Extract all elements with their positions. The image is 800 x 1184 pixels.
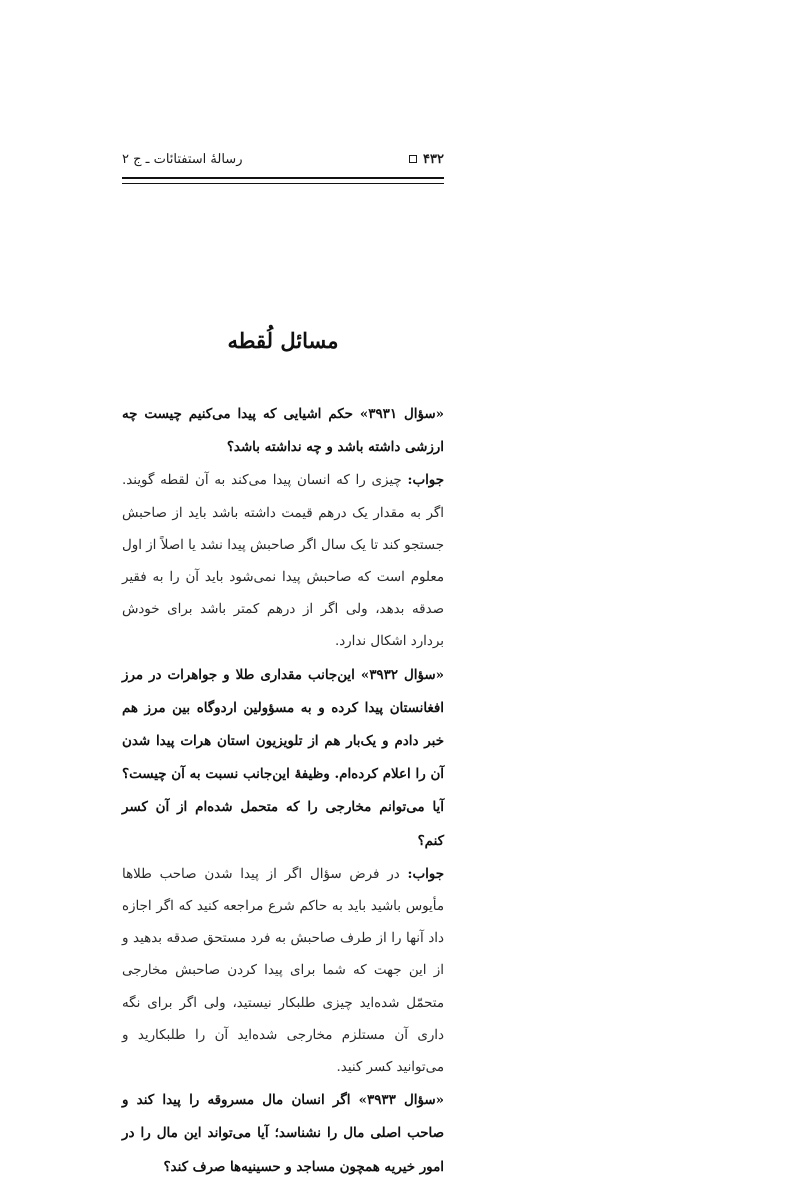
answer-label: جواب: bbox=[407, 472, 444, 489]
running-header bbox=[122, 148, 444, 170]
square-bullet-icon bbox=[409, 155, 417, 163]
question-text: «سؤال ۳۹۳۳» اگر انسان مال مسروقه را پیدا کند و صاحب اصلی مال را نشناسد؛ آیا می‌تواند این مال را در امور خیریه همچون مساجد و حسینیه‌ها صرف کند؟ bbox=[122, 1092, 444, 1175]
body-text bbox=[122, 398, 444, 1184]
page-number-group bbox=[409, 152, 444, 167]
question-text: «سؤال ۳۹۳۱» حکم اشیایی که پیدا می‌کنیم چیست چه ارزشی داشته باشد و چه نداشته باشد؟ bbox=[122, 406, 444, 456]
book-title: رسالهٔ استفتائات ـ ج ۲ bbox=[122, 151, 243, 167]
header-rule-thin bbox=[122, 183, 444, 184]
page-number: ۴۳۲ bbox=[423, 151, 444, 167]
question-paragraph bbox=[122, 659, 444, 858]
answer-paragraph bbox=[122, 858, 444, 1084]
question-paragraph bbox=[122, 398, 444, 464]
header-rule-thick bbox=[122, 177, 444, 179]
answer-text: در فرض سؤال اگر از پیدا شدن صاحب طلاها مأیوس باشید باید به حاکم شرع مراجعه کنید که اگر اجازه داد آنها را از طرف صاحبش به فرد مستحق صدقه بدهید و از این جهت که شما برای پیدا کردن صاحبش مخارجی متحمّل شده‌اید چیزی طلبکار نیستید، ولی اگر برای نگه داری آن مستلزم مخارجی شده‌اید آن را طلبکارید و می‌توانید کسر کنید. bbox=[122, 866, 444, 1076]
answer-label: جواب: bbox=[407, 865, 444, 882]
question-paragraph bbox=[122, 1084, 444, 1184]
answer-text: چیزی را که انسان پیدا می‌کند به آن لقطه گویند. اگر به مقدار یک درهم قیمت داشته باشد باید از صاحبش جستجو کند تا یک سال اگر صاحبش پیدا نشد یا اصلاً از اول معلوم است که صاحبش پیدا نمی‌شود باید آن را به فقیر صدقه بدهد، ولی اگر از درهم کمتر باشد برای خودش بردارد اشکال ندارد. bbox=[122, 473, 444, 650]
question-text: «سؤال ۳۹۳۲» این‌جانب مقداری طلا و جواهرات در مرز افغانستان پیدا کرده و به مسؤولین اردوگاه بین مرز هم خبر دادم و یک‌بار هم از تلویزیون استان هرات پیدا شدن آن را اعلام کرده‌ام. وظیفهٔ این‌جانب نسبت به آن چیست؟ آیا می‌توانم مخارجی را که متحمل شده‌ام از آن کسر کنم؟ bbox=[122, 666, 444, 849]
section-title: مسائل لُقطه bbox=[227, 328, 339, 353]
answer-paragraph bbox=[122, 464, 444, 658]
